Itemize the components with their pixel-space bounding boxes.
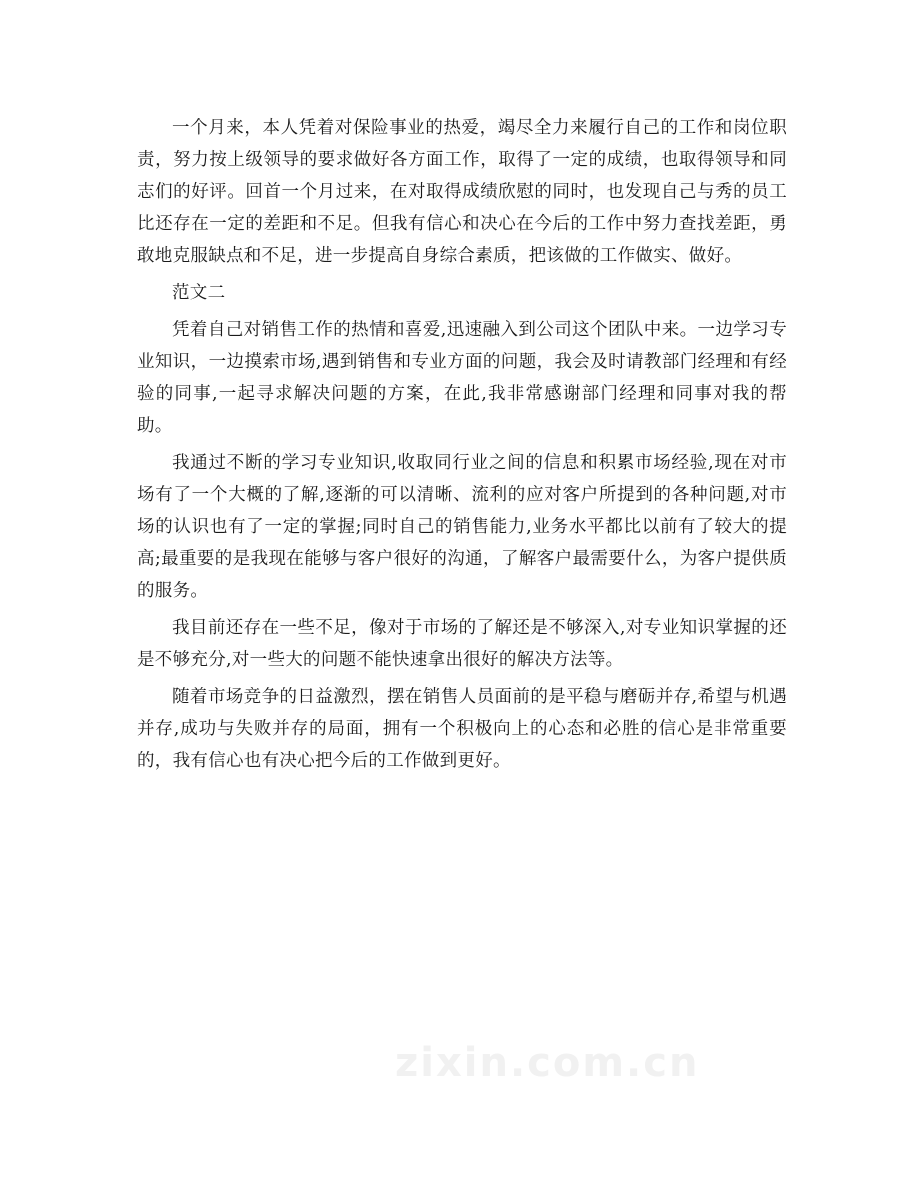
paragraph-intro: 一个月来，本人凭着对保险事业的热爱，竭尽全力来履行自己的工作和岗位职责，努力按上级领导的要求做好各方面工作，取得了一定的成绩，也取得领导和同志们的好评。回首一个月过来，在对取得成绩欣慰的同时，也发现自己与秀的员工比还存在一定的差距和不足。但我有信心和决心在今后的工作中努力查找差距，勇敢地克服缺点和不足，进一步提高自身综合素质，把该做的工作做实、做好。 [137, 118, 787, 266]
paragraph-2: 凭着自己对销售工作的热情和喜爱,迅速融入到公司这个团队中来。一边学习专业知识，一边摸索市场,遇到销售和专业方面的问题，我会及时请教部门经理和有经验的同事,一起寻求解决问题的方案，在此,我非常感谢部门经理和同事对我的帮助。 [137, 320, 787, 436]
watermark: zixin.com.cn [395, 1040, 700, 1086]
document-body [137, 112, 787, 782]
section-heading: 范文二 [172, 283, 226, 303]
paragraph-4: 我目前还存在一些不足，像对于市场的了解还是不够深入,对专业知识掌握的还是不够充分,对一些大的问题不能快速拿出很好的解决方法等。 [137, 618, 787, 670]
paragraph-3: 我通过不断的学习专业知识,收取同行业之间的信息和积累市场经验,现在对市场有了一个大概的了解,逐渐的可以清晰、流利的应对客户所提到的各种问题,对市场的认识也有了一定的掌握;同时自己的销售能力,业务水平都比以前有了较大的提高;最重要的是我现在能够与客户很好的沟通，了解客户最需要什么，为客户提供质的服务。 [137, 453, 787, 601]
paragraph-5: 随着市场竞争的日益激烈，摆在销售人员面前的是平稳与磨砺并存,希望与机遇并存,成功与失败并存的局面，拥有一个积极向上的心态和必胜的信心是非常重要的，我有信心也有决心把今后的工作做到更好。 [137, 687, 787, 771]
